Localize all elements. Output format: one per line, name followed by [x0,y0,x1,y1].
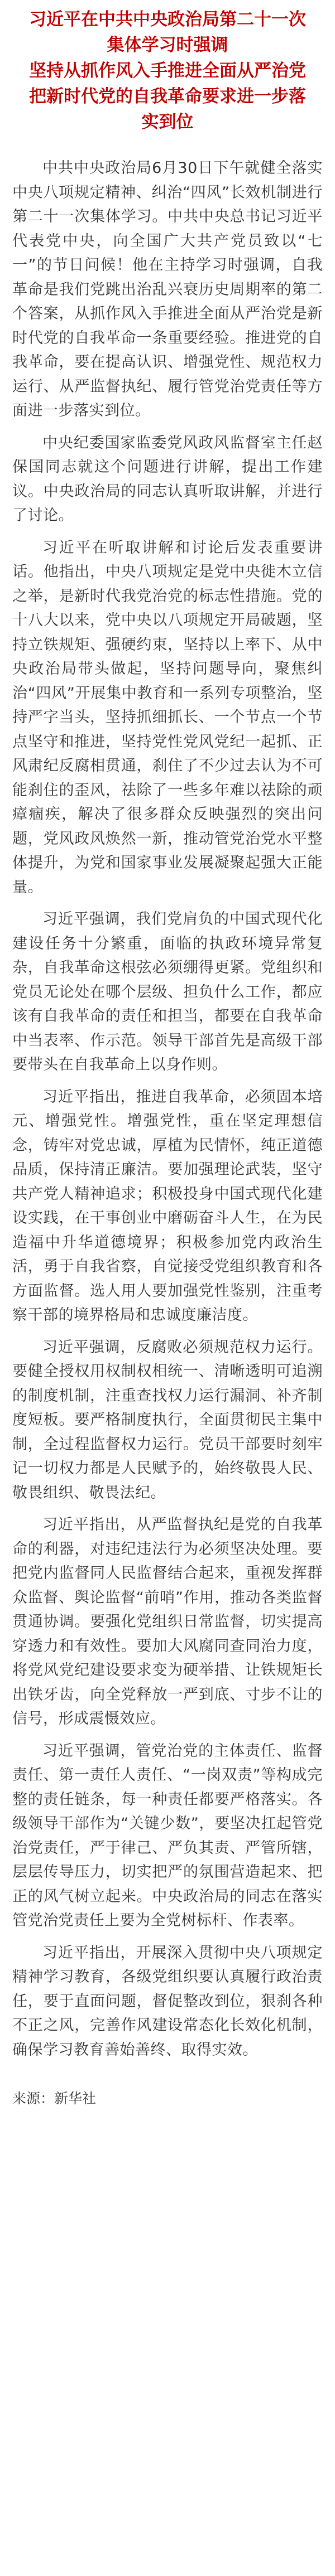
article-paragraph: 习近平在听取讲解和讨论后发表重要讲话。他指出，中央八项规定是党中央徙木立信之举，是新时代我党治党的标志性措施。党的十八大以来，党中央以八项规定开局破题，坚持立铁规矩、强硬约束，坚持以上率下、从中央政治局带头做起，坚持问题导向，聚焦纠治“四风”开展集中教育和一系列专项整治，坚持严字当头，坚持抓细抓长、一个节点一个节点坚守和推进，坚持党性党风党纪一起抓、正风肃纪反腐相贯通，刹住了不少过去认为不可能刹住的歪风，祛除了一些多年难以祛除的顽瘴痼疾，解决了很多群众反映强烈的突出问题，党风政风焕然一新，推动管党治党水平整体提升，为党和国家事业发展凝聚起强大正能量。 [12,539,323,896]
article-paragraph: 中央纪委国家监委党风政风监督室主任赵保国同志就这个问题进行讲解，提出工作建议。中央政治局的同志认真听取讲解，并进行了讨论。 [12,434,323,524]
article-body [12,156,323,2062]
article-paragraph: 习近平指出，从严监督执纪是党的自我革命的利器，对违纪违法行为必须坚决处理。要把党内监督同人民监督结合起来，重视发挥群众监督、舆论监督“前哨”作用，推动各类监督贯通协调。要强化党组织日常监督，切实提高穿透力和有效性。要加大风腐同查同治力度，将党风党纪建设要求变为硬举措、让铁规矩长出铁牙齿，向全党释放一严到底、寸步不让的信号，形成震慑效应。 [12,1516,323,1727]
article-source: 来源：新华社 [12,2090,97,2107]
article-paragraph: 中共中央政治局6月30日下午就健全落实中央八项规定精神、纠治“四风”长效机制进行第二十一次集体学习。中共中央总书记习近平代表党中央，向全国广大共产党员致以“七一”的节日问候！他在主持学习时强调，自我革命是我们党跳出治乱兴衰历史周期率的第二个答案，从抓作风入手推进全面从严治党是新时代党的自我革命一条重要经验。推进党的自我革命，要在提高认识、增强党性、规范权力运行、从严监督执纪、履行管党治党责任等方面进一步落实到位。 [12,159,323,419]
title-line: 把新时代党的自我革命要求进一步落 [29,86,306,106]
title-line: 集体学习时强调 [107,35,228,55]
title-line: 习近平在中共中央政治局第二十一次 [29,9,306,30]
article-paragraph: 习近平指出，开展深入贯彻中央八项规定精神学习教育，各级党组织要认真履行政治责任，要于直面问题，督促整改到位，狠刹各种不正之风，完善作风建设常态化长效化机制，确保学习教育善始善终、取得实效。 [12,1944,323,2059]
article-paragraph: 习近平强调，我们党肩负的中国式现代化建设任务十分繁重，面临的执政环境异常复杂，自我革命这根弦必须绷得更紧。党组织和党员无论处在哪个层级、担负什么工作，都应该有自我革命的责任和担当，都要在自我革命中当表率、作示范。领导干部首先是高级干部要带头在自我革命上以身作则。 [12,911,323,1073]
article-title [12,7,323,135]
article-paragraph: 习近平强调，反腐败必须规范权力运行。要健全授权用权制权相统一、清晰透明可追溯的制度机制，注重查找权力运行漏洞、补齐制度短板。要严格制度执行，全面贯彻民主集中制，全过程监督权力运行。党员干部要时刻牢记一切权力都是人民赋予的，始终敬畏人民、敬畏组织、敬畏法纪。 [12,1338,323,1502]
article-paragraph: 习近平强调，管党治党的主体责任、监督责任、第一责任人责任、“一岗双责”等构成完整的责任链条，每一种责任都要严格落实。各级领导干部作为“关键少数”，要坚决扛起管党治党责任，严于律己、严负其责、严管所辖，层层传导压力，切实把严的氛围营造起来、把正的风气树立起来。中央政治局的同志在落实管党治党责任上要为全党树标杆、作表率。 [12,1742,323,1929]
title-line: 实到位 [141,112,194,132]
article-paragraph: 习近平指出，推进自我革命，必须固本培元、增强党性。增强党性，重在坚定理想信念，铸牢对党忠诚，厚植为民情怀，纯正道德品质，保持清正廉洁。要加强理论武装，坚守共产党人精神追求；积极投身中国式现代化建设实践，在干事创业中磨砺奋斗人生，在为民造福中升华道德境界；积极参加党内政治生活，勇于自我省察，自觉接受党组织教育和各方面监督。选人用人要加强党性鉴别，注重考察干部的境界格局和忠诚度廉洁度。 [12,1088,323,1324]
title-line: 坚持从抓作风入手推进全面从严治党 [29,61,306,81]
